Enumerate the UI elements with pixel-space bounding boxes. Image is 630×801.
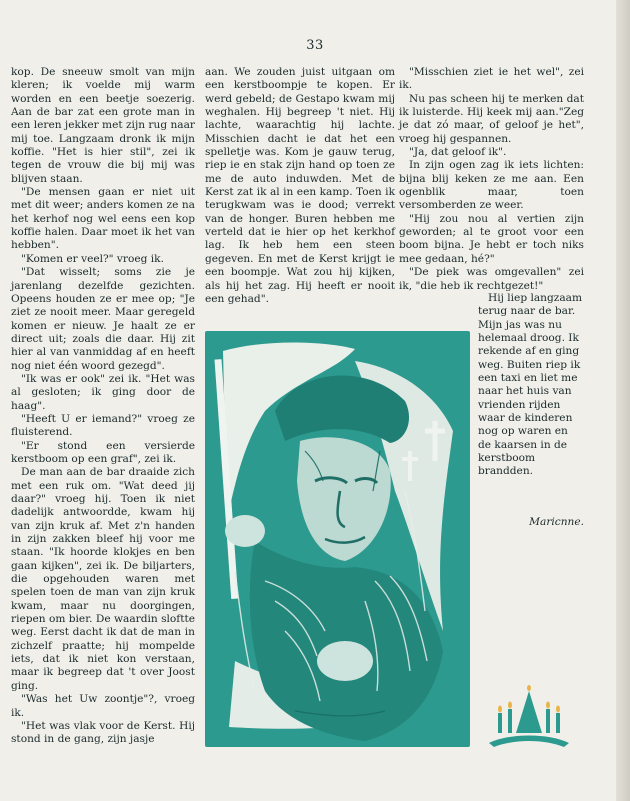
woodcut-illustration: [205, 331, 470, 747]
paragraph: "Ik was er ook" zei ik. "Het was al gesloten; ik ging door de haag".: [11, 372, 195, 412]
paragraph: "Het was vlak voor de Kerst. Hij stond in de gang, zijn jasje: [11, 719, 195, 746]
paragraph: "Komen er veel?" vroeg ik.: [21, 252, 164, 265]
text-column-3-continued: [478, 292, 584, 479]
paragraph: "Ja, dat geloof ik".: [409, 146, 507, 159]
paragraph: "De piek was omgevallen" zei ik, "die heb ik rechtgezet!": [399, 266, 584, 292]
author-signature: Maricnne.: [529, 516, 584, 528]
text-column-1: [11, 66, 195, 747]
paragraph: aan. We zouden juist uitgaan om een kerstboompje te kopen. Er werd gebeld; de Gestapo kwam mij weghalen. Hij begreep 't niet. Hij lachte, waarachtig hij lachte. Misschien dacht ie dat het een spelletje was. Kom je gauw terug, riep ie en stak zijn hand op toen ze me de auto induwden. Met de Kerst zat ik al in een kamp. Toen ik terugkwam was ie dood; verrekt van de honger. Buren hebben me verteld dat ie hier op het kerkhof lag. Ik heb hem een steen gegeven. En met de Kerst krijgt ie een boompje. Wat zou hij kijken, als hij het zag. Hij heeft er nooit een gehad".: [205, 66, 395, 305]
page-edge: [616, 0, 630, 801]
text-column-3: [399, 66, 584, 293]
paragraph: De man aan de bar draaide zich met een ruk om. "Wat deed jij daar?" vroeg hij. Toen ik niet dadelijk antwoordde, kwam hij van zijn kruk af. Met z'n handen in zijn zakken bleef hij voor me staan. "Ik hoorde klokjes en ben gaan kijken", zei ik. De biljarters, die opgehouden waren met spelen toen de man van zijn kruk kwam, maar nu doorgingen, riepen om bier. De waardin sloftte weg. Eerst dacht ik dat de man in zichzelf praatte; hij mompelde iets, dat ik niet kon verstaan, maar ik begreep dat 't over Joost ging.: [11, 466, 195, 692]
hand-shape: [225, 515, 265, 547]
paragraph: "Hij zou nou al vertien zijn geworden; al te groot voor een boom bijna. Je hebt er toch niks mee gedaan, hé?": [399, 212, 584, 265]
paragraph: "Misschien ziet ie het wel", zei ik.: [399, 66, 584, 92]
page-number: 33: [306, 38, 324, 53]
paragraph: "Dat wisselt; soms zie je jarenlang dezelfde gezichten. Opeens houden ze er mee op; "Je ziet ze nooit meer. Maar geregeld komen er nieuw. Je haalt ze er direct uit; zoals die daar. Hij zit hier al van vanmiddag af en heeft nog niet één woord gezegd".: [11, 266, 195, 372]
christmas-candles-ornament: [484, 683, 574, 753]
paragraph: "Heeft U er iemand?" vroeg ze fluisterend.: [11, 412, 195, 439]
paragraph: "De mensen gaan er niet uit met dit weer; anders komen ze na het kerhof nog wel eens een kop koffie halen. Daar moet ik het van hebben".: [11, 186, 195, 252]
paragraph: "Er stond een versierde kerstboom op een graf", zei ik.: [11, 439, 195, 465]
hand-shape: [317, 641, 373, 681]
paragraph: In zijn ogen zag ik iets lichten: bijna blij keken ze me aan. Een ogenblik maar, toen versomberden ze weer.: [399, 159, 584, 212]
paragraph: Nu pas scheen hij te merken dat ik luisterde. Hij keek mij aan."Zeg je dat zó maar, of geloof je het", vroeg hij gespannen.: [399, 92, 584, 145]
text-column-2: [205, 66, 395, 306]
paragraph: Hij liep langzaam terug naar de bar. Mijn jas was nu helemaal droog. Ik rekende af en ging weg. Buiten riep ik een taxi en liet me naar het huis van vrienden rijden waar de kinderen nog op waren en de kaarsen in de kerstboom brandden.: [478, 292, 583, 478]
paragraph: kop. De sneeuw smolt van mijn kleren; ik voelde mij warm worden en een beetje soezerig. Aan de bar zat een grote man in een leren jekker met zijn rug naar mij toe. Langzaam dronk ik mijn koffie. "Het is hier stil", zei ik tegen de vrouw die bij mij was blijven staan.: [11, 66, 195, 185]
paragraph: "Was het Uw zoontje"?, vroeg ik.: [11, 693, 195, 719]
